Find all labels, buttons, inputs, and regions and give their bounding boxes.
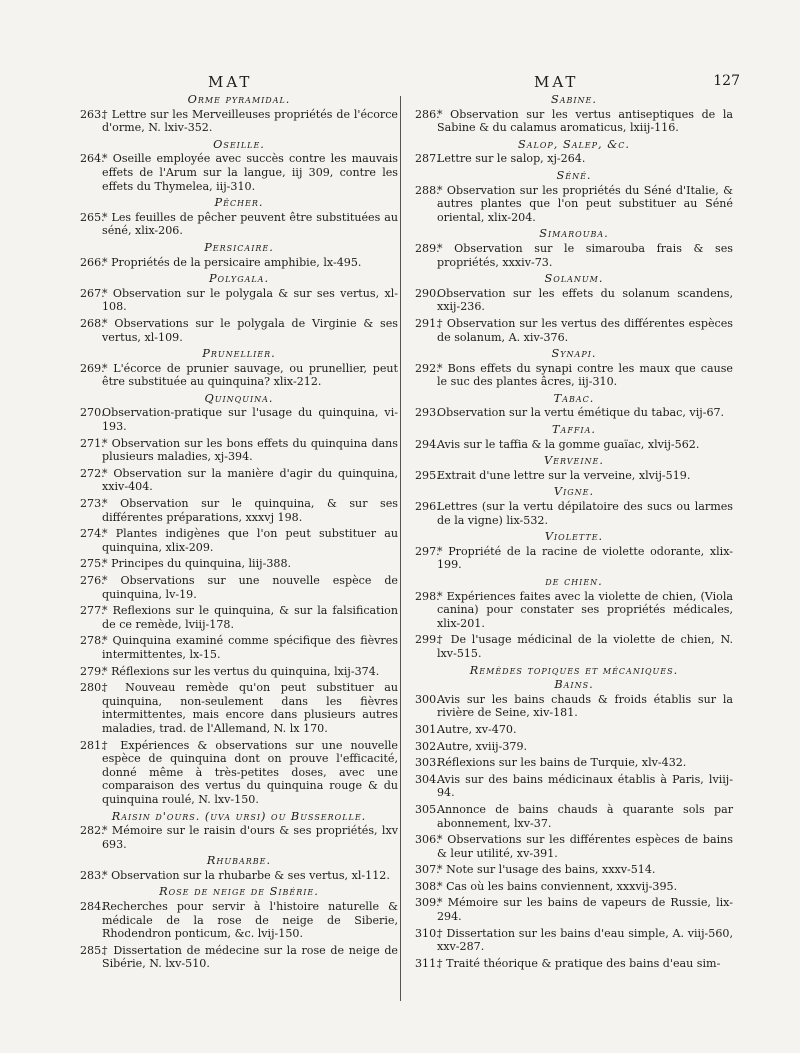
index-entry	[80, 900, 398, 941]
index-entry	[80, 437, 398, 464]
section-heading: Rhubarbe.	[206, 854, 272, 868]
entry-text: Observation-pratique sur l'usage du quinquina, vi-193.	[102, 406, 398, 434]
entry-number: 264.	[80, 152, 105, 166]
section-heading: Sabine.	[551, 93, 597, 106]
entry-number: 300.	[415, 692, 440, 706]
index-entry	[415, 756, 733, 770]
section-heading: Pêcher.	[214, 196, 264, 210]
entry-number: 294.	[415, 437, 440, 451]
index-entry	[80, 944, 398, 971]
entry-text: * Réflexions sur les vertus du quinquina, lxij-374.	[102, 664, 380, 678]
entry-text: * Observation sur le simarouba frais & ses propriétés, xxxiv-73.	[437, 241, 733, 269]
entry-number: 304.	[415, 772, 440, 786]
entry-text: Observation sur la vertu émétique du tabac, vij-67.	[437, 406, 725, 420]
entry-text: † Observation sur les vertus des différentes espèces de solanum, A. xiv-376.	[437, 316, 733, 344]
index-entry	[415, 500, 733, 527]
entry-number: 282.	[80, 824, 105, 838]
entry-number: 293.	[415, 406, 440, 420]
entry-number: 297.	[415, 544, 440, 558]
entry-number: 287.	[415, 152, 440, 166]
index-entry	[415, 927, 733, 954]
entry-text: * Mémoire sur le raisin d'ours & ses propriétés, lxv 693.	[102, 824, 398, 851]
entry-number: 295.	[415, 468, 440, 482]
left-running-head: MAT	[208, 73, 253, 91]
entry-number: 311.	[415, 956, 440, 970]
entry-text: * Observations sur le polygala de Virginie & ses vertus, xl-109.	[102, 316, 398, 344]
right-running-head: MAT	[534, 73, 579, 91]
index-entry	[80, 211, 398, 238]
entry-text: * Cas où les bains conviennent, xxxvij-395.	[437, 879, 678, 893]
entry-number: 265.	[80, 210, 105, 224]
entry-text: * Observation sur le quinquina, & sur ses différentes préparations, xxxvj 198.	[102, 497, 398, 524]
entry-number: 307.	[415, 863, 440, 877]
index-entry	[415, 362, 733, 389]
section-heading: Polygala.	[208, 272, 270, 286]
index-entry	[415, 242, 733, 269]
index-entry	[415, 406, 733, 420]
section-heading: Vigne.	[553, 485, 595, 499]
index-entry	[415, 317, 733, 344]
entry-number: 298.	[415, 589, 440, 603]
entry-number: 302.	[415, 739, 440, 753]
entry-text: † Nouveau remède qu'on peut substituer au quinquina, non-seulement dans les fièvres intermittentes, mais encore dans plusieurs autres maladies, trad. de l'Allemand, N. lx 170.	[102, 681, 398, 735]
index-entry	[415, 773, 733, 800]
entry-text: * Observation sur les vertus antiseptiques de la Sabine & du calamus aromaticus, lxiij-116.	[437, 107, 733, 135]
section-heading: Quinquina.	[204, 391, 274, 405]
entry-number: 289.	[415, 241, 440, 255]
index-entry	[415, 590, 733, 631]
right-column	[415, 92, 733, 973]
entry-text: * L'écorce de prunier sauvage, ou prunellier, peut être substituée au quinquina? xlix-212.	[102, 361, 398, 389]
entry-number: 269.	[80, 361, 105, 375]
entry-number: 268.	[80, 316, 105, 330]
entry-number: 277.	[80, 604, 105, 618]
index-entry	[80, 739, 398, 807]
section-heading: Violette.	[544, 530, 604, 544]
entry-number: 263.	[80, 107, 105, 121]
entry-number: 292.	[415, 361, 440, 375]
section-heading: Simarouba.	[539, 227, 609, 241]
entry-number: 296.	[415, 500, 440, 514]
index-entry	[415, 723, 733, 737]
entry-number: 283.	[80, 868, 105, 882]
entry-number: 301.	[415, 722, 440, 736]
index-entry	[415, 863, 733, 877]
entry-number: 267.	[80, 286, 105, 300]
entry-number: 278.	[80, 634, 105, 648]
index-entry	[80, 665, 398, 679]
entry-text: Observation sur les effets du solanum scandens, xxij-236.	[437, 286, 733, 314]
section-heading: Remèdes topiques et mécaniques.	[469, 663, 679, 677]
entry-number: 275.	[80, 557, 105, 571]
entry-number: 271.	[80, 436, 105, 450]
entry-text: Annonce de bains chauds à quarante sols par abonnement, lxv-37.	[437, 802, 733, 830]
entry-text: * Reflexions sur le quinquina, & sur la falsification de ce remède, lviij-178.	[102, 604, 398, 631]
entry-text: † Lettre sur les Merveilleuses propriétés de l'écorce d'orme, N. lxiv-352.	[102, 107, 398, 135]
entry-number: 286.	[415, 107, 440, 121]
index-entry	[415, 287, 733, 314]
entry-text: * Observation sur les bons effets du quinquina dans plusieurs maladies, xj-394.	[102, 436, 398, 464]
entry-text: Lettre sur le salop, xj-264.	[437, 152, 586, 166]
entry-text: * Observations sur les différentes espèces de bains & leur utilité, xv-391.	[437, 833, 733, 860]
index-entry	[415, 152, 733, 166]
index-entry	[80, 317, 398, 344]
entry-text: * Propriété de la racine de violette odorante, xlix-199.	[437, 544, 733, 572]
entry-text: * Les feuilles de pêcher peuvent être substituées au séné, xlix-206.	[102, 210, 398, 238]
section-heading: Persicaire.	[204, 240, 274, 254]
index-entry	[415, 803, 733, 830]
index-entry	[80, 824, 398, 851]
index-entry	[80, 467, 398, 494]
index-entry	[415, 896, 733, 923]
entry-text: † De l'usage médicinal de la violette de chien, N. lxv-515.	[437, 633, 733, 660]
entry-text: † Traité théorique & pratique des bains d'eau sim-	[437, 956, 721, 970]
index-entry	[415, 184, 733, 225]
section-heading: Synapi.	[551, 347, 597, 361]
index-entry	[415, 108, 733, 135]
entry-number: 276.	[80, 574, 105, 587]
entry-text: * Expériences faites avec la violette de chien, (Viola canina) pour constater ses propriétés médicales, xlix-201.	[437, 589, 733, 630]
index-entry	[415, 833, 733, 860]
entry-number: 290.	[415, 286, 440, 300]
index-entry	[80, 152, 398, 193]
entry-text: * Observation sur la manière d'agir du quinquina, xxiv-404.	[102, 466, 398, 494]
entry-text: Lettres (sur la vertu dépilatoire des sucs ou larmes de la vigne) lix-532.	[437, 500, 733, 527]
entry-text: * Bons effets du synapi contre les maux que cause le suc des plantes âcres, iij-310.	[437, 361, 733, 389]
entry-text: * Quinquina examiné comme spécifique des fièvres intermittentes, lx-15.	[102, 634, 398, 661]
section-heading: Tabac.	[553, 391, 595, 405]
entry-text: * Observation sur la rhubarbe & ses vertus, xl-112.	[102, 868, 390, 882]
entry-text: * Observation sur les propriétés du Séné d'Italie, & autres plantes que l'on peut substituer au Séné oriental, xlix-204.	[437, 183, 733, 224]
entry-text: * Propriétés de la persicaire amphibie, lx-495.	[102, 255, 362, 269]
index-entry	[80, 406, 398, 433]
index-entry	[415, 633, 733, 660]
entry-text: † Dissertation de médecine sur la rose de neige de Sibérie, N. lxv-510.	[102, 943, 398, 971]
entry-text: Avis sur le taffia & la gomme guaïac, xlvij-562.	[437, 437, 700, 451]
section-heading: Oseille.	[213, 137, 265, 151]
entry-text: Réflexions sur les bains de Turquie, xlv-432.	[437, 756, 687, 770]
section-heading: Solanum.	[544, 272, 604, 286]
entry-number: 270.	[80, 406, 105, 420]
entry-number: 280.	[80, 681, 105, 695]
column-divider	[400, 96, 401, 1001]
index-entry	[80, 681, 398, 735]
index-entry	[415, 880, 733, 894]
index-entry	[415, 957, 733, 971]
index-entry	[80, 287, 398, 314]
entry-text: Avis sur des bains médicinaux établis à Paris, lviij-94.	[437, 772, 733, 800]
index-entry	[415, 545, 733, 572]
section-heading: Rose de neige de Sibérie.	[159, 885, 319, 899]
entry-text: † Expériences & observations sur une nouvelle espèce de quinquina dont on prouve l'efficacité, donné même à très-petites doses, avec une comparaison des vertus du quinquina rouge & du quinquina roulé, N. lxv-150.	[102, 738, 398, 806]
section-heading: Bains.	[554, 678, 594, 692]
section-heading: de chien.	[545, 575, 603, 588]
index-entry	[415, 438, 733, 452]
entry-number: 291.	[415, 316, 440, 330]
entry-number: 272.	[80, 466, 105, 480]
section-heading: Prunellier.	[202, 347, 276, 361]
entry-text: Extrait d'une lettre sur la verveine, xlvij-519.	[437, 468, 691, 482]
entry-text: Autre, xv-470.	[437, 722, 517, 736]
entry-number: 305.	[415, 802, 440, 816]
entry-text: * Observation sur le polygala & sur ses vertus, xl-108.	[102, 286, 398, 314]
index-entry	[80, 256, 398, 270]
entry-text: * Principes du quinquina, liij-388.	[102, 557, 292, 571]
index-entry	[80, 574, 398, 601]
section-heading: Verveine.	[544, 454, 604, 468]
entry-number: 285.	[80, 943, 105, 957]
entry-number: 308.	[415, 879, 440, 893]
entry-number: 284.	[80, 900, 105, 914]
entry-number: 274.	[80, 527, 105, 541]
entry-text: * Note sur l'usage des bains, xxxv-514.	[437, 863, 656, 877]
index-entry	[80, 604, 398, 631]
section-heading: Séné.	[556, 168, 592, 182]
section-heading: Raisin d'ours. (uva ursi) ou Busserolle.	[111, 809, 367, 823]
index-entry	[415, 693, 733, 720]
entry-number: 306.	[415, 833, 440, 847]
entry-text: Avis sur les bains chauds & froids établis sur la rivière de Seine, xiv-181.	[437, 692, 733, 720]
entry-text: Recherches pour servir à l'histoire naturelle & médicale de la rose de neige de Siberie, Rhodendron ponticum, &c. lvij-150.	[102, 900, 398, 941]
section-heading: Orme pyramidal.	[187, 93, 291, 106]
entry-number: 309.	[415, 896, 440, 910]
entry-number: 299.	[415, 633, 440, 647]
index-entry	[80, 362, 398, 389]
entry-text: * Mémoire sur les bains de vapeurs de Russie, lix-294.	[437, 896, 733, 924]
entry-number: 266.	[80, 255, 105, 269]
section-heading: Salop, Salep, &c.	[518, 137, 630, 151]
entry-number: 279.	[80, 664, 105, 678]
entry-text: * Observations sur une nouvelle espèce de quinquina, lv-19.	[102, 574, 398, 601]
entry-text: Autre, xviij-379.	[437, 739, 528, 753]
left-column	[80, 92, 398, 974]
index-entry	[415, 469, 733, 483]
index-entry	[415, 740, 733, 754]
index-entry	[80, 557, 398, 571]
index-entry	[80, 869, 398, 883]
index-entry	[80, 497, 398, 524]
entry-text: * Oseille employée avec succès contre les mauvais effets de l'Arum sur la langue, iij 309, contre les effets du Thymelea, iij-310.	[102, 152, 398, 193]
index-entry	[80, 108, 398, 135]
entry-text: † Dissertation sur les bains d'eau simple, A. viij-560, xxv-287.	[437, 926, 733, 954]
entry-number: 281.	[80, 738, 105, 752]
index-entry	[80, 527, 398, 554]
entry-number: 288.	[415, 183, 440, 197]
index-entry	[80, 634, 398, 661]
entry-number: 310.	[415, 926, 440, 940]
section-heading: Taffia.	[552, 423, 596, 437]
entry-number: 303.	[415, 756, 440, 770]
entry-number: 273.	[80, 497, 105, 511]
page-number: 127	[713, 73, 740, 89]
entry-text: * Plantes indigènes que l'on peut substituer au quinquina, xlix-209.	[102, 527, 398, 554]
